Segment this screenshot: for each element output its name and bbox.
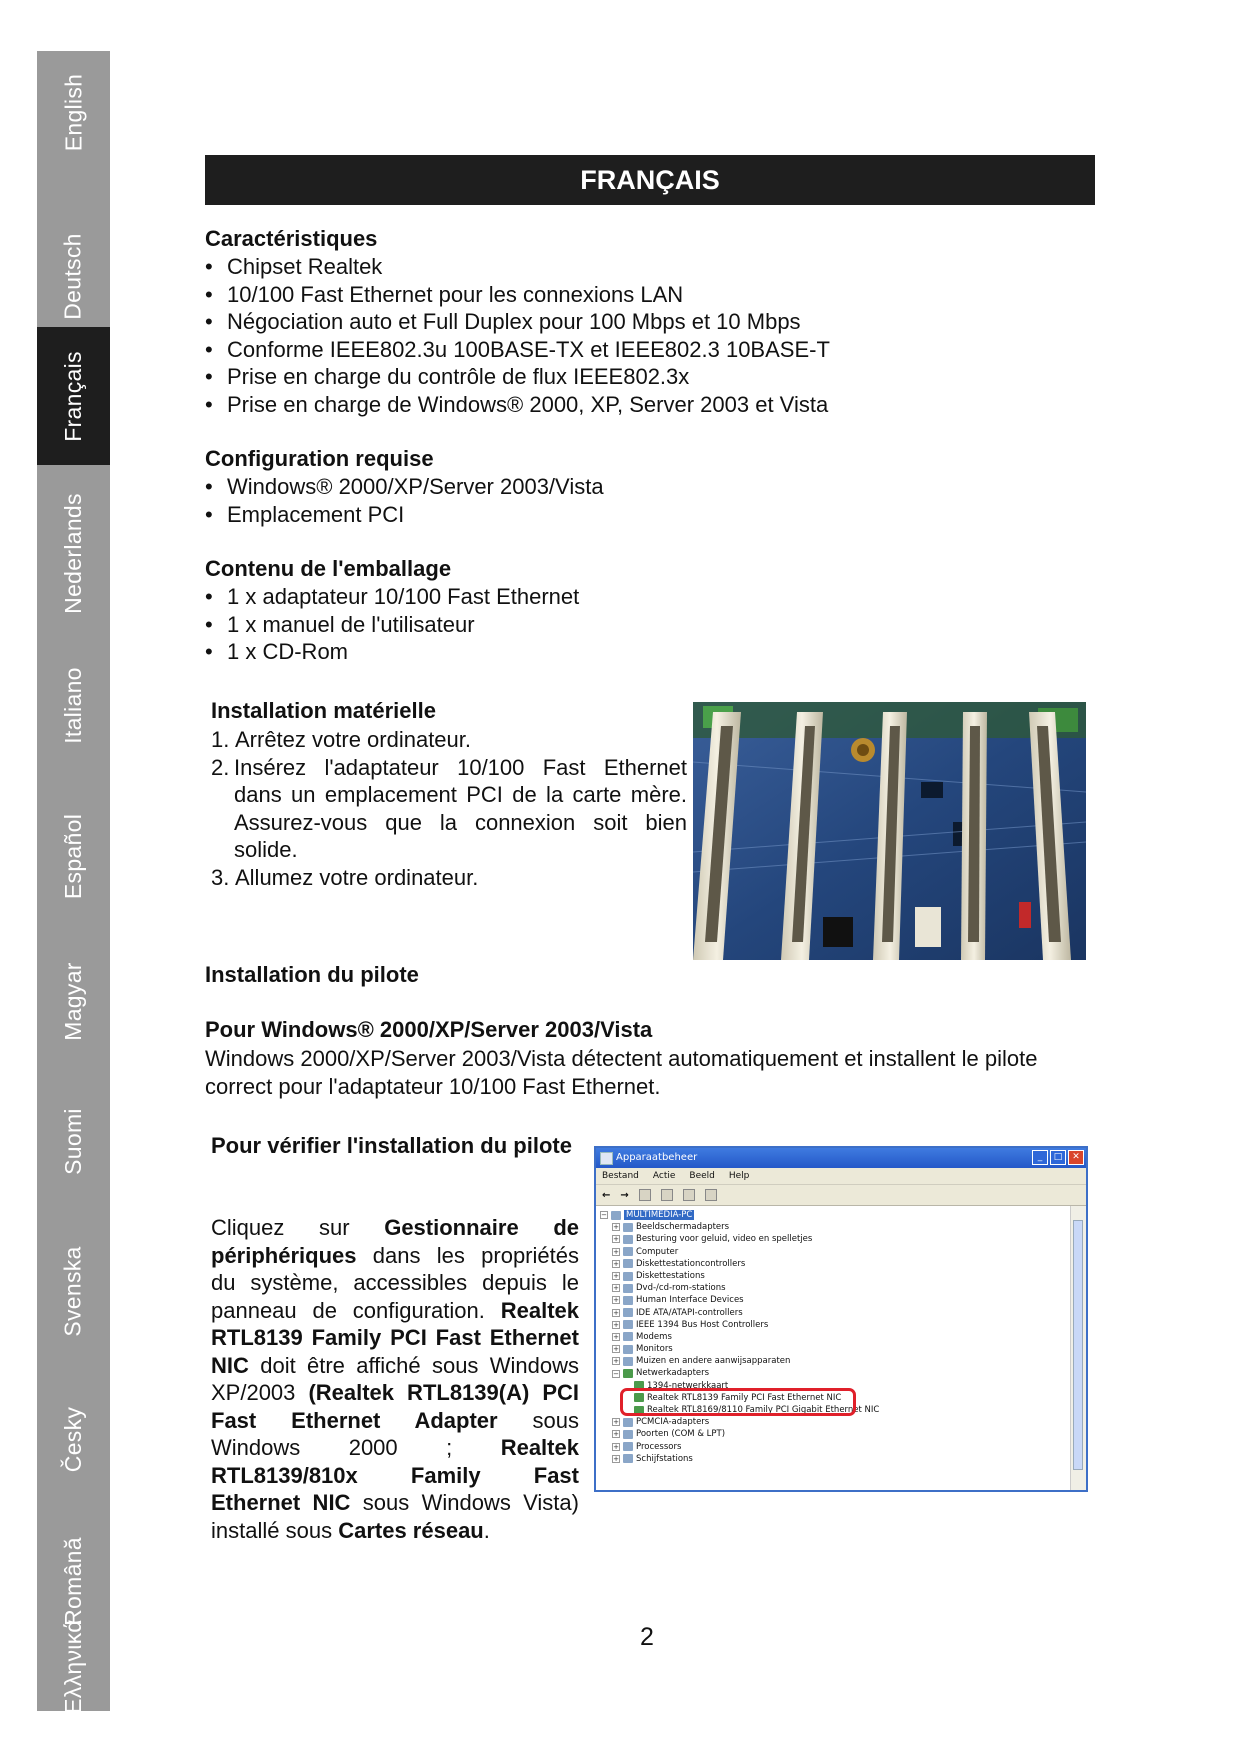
tree-item[interactable]: + Schijfstations <box>613 1453 693 1464</box>
driver-text: Windows 2000/XP/Server 2003/Vista détectent automatiquement et installent le pilote correct pour l'adaptateur 10/100 Fast Ethernet. <box>205 1046 1038 1099</box>
section-title-bar <box>205 155 1095 205</box>
scroll-thumb[interactable] <box>1073 1220 1083 1470</box>
pci-slots-photo <box>693 702 1086 960</box>
highlight-circle <box>620 1388 856 1416</box>
dm-toolbar <box>596 1184 1086 1206</box>
device-icon <box>623 1235 633 1244</box>
tree-item[interactable]: Realtek RTL8169/8110 Family PCI Gigabit Ethernet NIC <box>600 1404 1070 1416</box>
lang-tab-greek[interactable]: Ελληνικά <box>60 1618 87 1714</box>
package-list <box>205 583 1085 666</box>
language-sidebar <box>37 51 110 1714</box>
verify-paragraph: Cliquez sur Gestionnaire de périphériques dans les propriétés du système, accessibles depuis le panneau de configuration. Realtek RTL8139 Family PCI Fast Ethernet NIC doit être affiché sous Windows XP/2003 (Realtek RTL8139(A) PCI Fast Ethernet Adapter sous Windows 2000 ; Realtek RTL8139/810x Family Fast Ethernet NIC sous Windows Vista) installé sous Cartes réseau. <box>211 1215 579 1543</box>
driver-subheading: Pour Windows® 2000/XP/Server 2003/Vista <box>205 1017 653 1042</box>
dm-scrollbar[interactable] <box>1070 1206 1086 1490</box>
tree-item[interactable]: + Poorten (COM & LPT) <box>613 1429 726 1440</box>
requirements-list <box>205 473 1085 528</box>
menu-file[interactable]: Bestand <box>602 1171 639 1181</box>
device-icon <box>623 1259 633 1268</box>
page-number: 2 <box>640 1623 654 1651</box>
list-item: • 1 x adaptateur 10/100 Fast Ethernet <box>205 583 1085 611</box>
device-icon <box>623 1442 633 1451</box>
list-item: • 1 x CD-Rom <box>205 638 1085 666</box>
tree-item[interactable]: + Diskettestationcontrollers <box>613 1258 746 1269</box>
tree-item[interactable]: + Human Interface Devices <box>613 1295 744 1306</box>
back-icon[interactable]: ← <box>602 1189 611 1201</box>
tree-item[interactable]: + Dvd-/cd-rom-stations <box>613 1283 726 1294</box>
list-item: • Négociation auto et Full Duplex pour 100 Mbps et 10 Mbps <box>205 308 1085 336</box>
maximize-icon[interactable]: □ <box>1050 1150 1066 1165</box>
list-item: • Prise en charge de Windows® 2000, XP, Server 2003 et Vista <box>205 391 1085 419</box>
tree-item[interactable]: + Computer <box>613 1246 679 1257</box>
lang-tab-italiano[interactable]: Italiano <box>60 666 87 744</box>
tree-item[interactable]: + Besturing voor geluid, video en spelletjes <box>613 1234 813 1245</box>
pci-slots-illustration <box>693 702 1086 960</box>
device-manager-window <box>594 1146 1088 1492</box>
device-icon <box>623 1308 633 1317</box>
package-heading: Contenu de l'emballage <box>205 556 452 581</box>
lang-tab-nederlands[interactable]: Nederlands <box>60 492 87 614</box>
help-icon[interactable] <box>683 1189 695 1201</box>
lang-tab-francais[interactable]: Français <box>37 327 110 465</box>
properties-icon[interactable] <box>639 1189 651 1201</box>
list-item: • Conforme IEEE802.3u 100BASE-TX et IEEE802.3 10BASE-T <box>205 336 1085 364</box>
tree-item[interactable]: + IDE ATA/ATAPI-controllers <box>613 1307 743 1318</box>
print-icon[interactable] <box>661 1189 673 1201</box>
device-icon <box>623 1345 633 1354</box>
device-icon <box>623 1320 633 1329</box>
menu-view[interactable]: Beeld <box>689 1171 715 1181</box>
dm-title: Apparaatbeheer <box>616 1152 698 1163</box>
driver-heading: Installation du pilote <box>205 962 419 987</box>
tree-item[interactable]: + Beeldschermadapters <box>613 1222 730 1233</box>
lang-tab-espanol[interactable]: Español <box>60 813 86 899</box>
tree-item[interactable]: + Processors <box>613 1441 682 1452</box>
verify-heading: Pour vérifier l'installation du pilote <box>211 1133 572 1158</box>
requirements-heading: Configuration requise <box>205 446 434 471</box>
device-manager-icon <box>600 1152 613 1165</box>
tree-item-network-adapters[interactable]: − Netwerkadapters <box>613 1368 710 1379</box>
list-item: 2. Insérez l'adaptateur 10/100 Fast Ethernet dans un emplacement PCI de la carte mère. Assurez-vous que la connexion soit bien solide. <box>211 754 687 862</box>
tree-item-realtek-nic[interactable]: Realtek RTL8139 Family PCI Fast Ethernet NIC <box>600 1392 1070 1404</box>
device-icon <box>623 1454 633 1463</box>
device-tree <box>600 1209 1070 1465</box>
device-icon <box>623 1296 633 1305</box>
dm-tree-pane <box>596 1206 1086 1490</box>
list-item: • Chipset Realtek <box>205 253 1085 281</box>
computer-icon <box>611 1211 621 1220</box>
view-icon[interactable] <box>705 1189 717 1201</box>
device-icon <box>623 1247 633 1256</box>
hardware-heading: Installation matérielle <box>211 698 436 723</box>
lang-tab-romana[interactable]: Română <box>60 1536 86 1626</box>
lang-tab-magyar[interactable]: Magyar <box>60 961 86 1041</box>
minimize-icon[interactable]: _ <box>1032 1150 1048 1165</box>
section-title: FRANÇAIS <box>580 164 720 195</box>
device-icon <box>623 1357 633 1366</box>
tree-root[interactable]: − MULTIMEDIA-PC <box>601 1210 693 1220</box>
forward-icon[interactable]: → <box>620 1189 629 1201</box>
device-icon <box>623 1430 633 1439</box>
tree-item[interactable]: 1394-netwerkkaart <box>600 1380 1070 1392</box>
list-item: • 10/100 Fast Ethernet pour les connexions LAN <box>205 281 1085 309</box>
list-item: • 1 x manuel de l'utilisateur <box>205 611 1085 639</box>
close-icon[interactable]: ✕ <box>1068 1150 1084 1165</box>
tree-item[interactable]: + IEEE 1394 Bus Host Controllers <box>613 1319 769 1330</box>
device-icon <box>623 1284 633 1293</box>
features-heading: Caractéristiques <box>205 226 378 251</box>
lang-tab-deutsch[interactable]: Deutsch <box>60 233 87 320</box>
tree-item[interactable]: + Modems <box>613 1331 672 1342</box>
device-icon <box>623 1223 633 1232</box>
device-icon <box>623 1272 633 1281</box>
dm-menubar <box>596 1168 1086 1184</box>
list-item: • Emplacement PCI <box>205 501 1085 529</box>
tree-item[interactable]: + Diskettestations <box>613 1270 705 1281</box>
device-icon <box>623 1332 633 1341</box>
lang-tab-cesky[interactable]: Česky <box>60 1406 86 1472</box>
device-icon <box>623 1418 633 1427</box>
tree-item[interactable]: + Monitors <box>613 1344 673 1355</box>
menu-action[interactable]: Actie <box>652 1171 676 1181</box>
network-icon <box>623 1369 633 1378</box>
tree-item[interactable]: + PCMCIA-adapters <box>613 1417 710 1428</box>
menu-help[interactable]: Help <box>728 1171 750 1181</box>
lang-tab-english[interactable]: English <box>60 73 87 151</box>
lang-tab-suomi[interactable]: Suomi <box>59 1107 86 1175</box>
hardware-steps <box>211 726 687 891</box>
lang-tab-svenska[interactable]: Svenska <box>60 1245 87 1337</box>
list-item: 3. Allumez votre ordinateur. <box>211 864 479 890</box>
list-item: • Prise en charge du contrôle de flux IEEE802.3x <box>205 363 1085 391</box>
list-item: • Windows® 2000/XP/Server 2003/Vista <box>205 473 1085 501</box>
tree-item[interactable]: + Muizen en andere aanwijsapparaten <box>613 1356 791 1367</box>
dm-titlebar <box>596 1148 1086 1168</box>
features-list <box>205 253 1085 418</box>
list-item: 1. Arrêtez votre ordinateur. <box>211 727 472 752</box>
